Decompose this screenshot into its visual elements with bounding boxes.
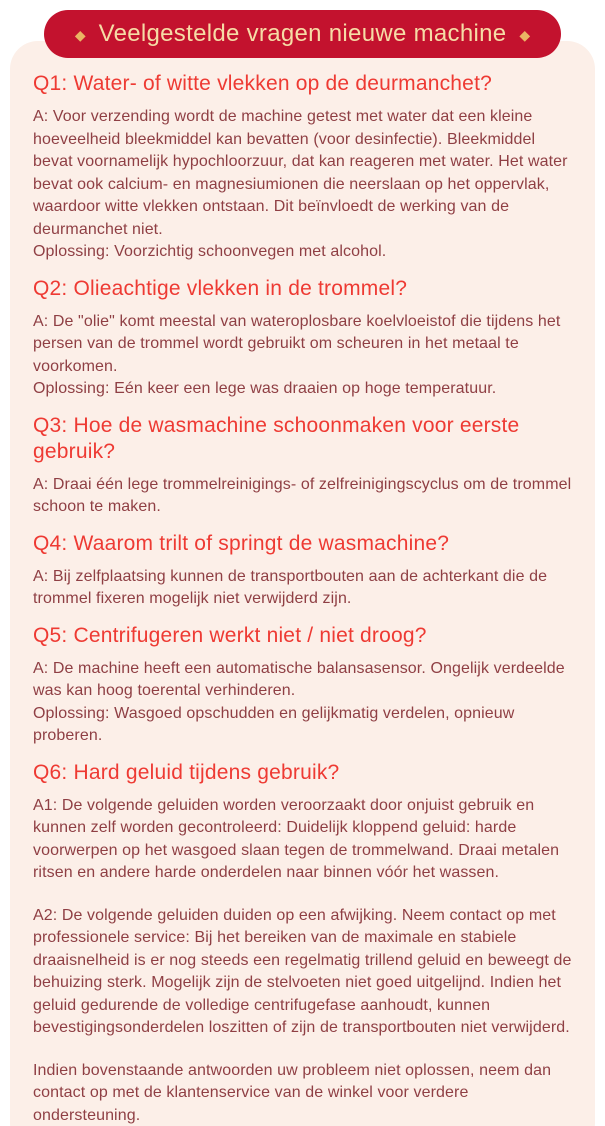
faq-list (33, 71, 572, 1040)
faq-answer-paragraph: A2: De volgende geluiden duiden op een afwijking. Neem contact op met professionele service: Bij het bereiken van de maximale en stabiele draaisnelheid is er nog steeds een regelmatig trillend geluid en beweegt de behuizing sterk. Mogelijk zijn de stelvoeten niet goed uitgelijnd. Indien het geluid gedurende de volledige centrifugefase aanhoudt, kunnen bevestigingsonderdelen loszitten of zijn de transportbouten niet verwijderd. (33, 906, 572, 1036)
faq-answer-paragraph: A: De machine heeft een automatische balansasensor. Ongelijk verdeelde was kan hoog toerental verhinderen. Oplossing: Wasgoed opschudden en gelijkmatig verdelen, opnieuw proberen. (33, 659, 565, 744)
faq-footer-note: Indien bovenstaande antwoorden uw probleem niet oplossen, neem dan contact op met de klantenservice van de winkel voor verdere ondersteuning. (33, 1061, 552, 1124)
faq-answer-paragraph: A1: De volgende geluiden worden veroorzaakt door onjuist gebruik en kunnen zelf worden gecontroleerd: Duidelijk kloppend geluid: harde voorwerpen op het wasgoed slaan tegen de trommelwand. Draai metalen ritsen en andere harde onderdelen naar binnen vóór het wassen. (33, 796, 560, 881)
faq-answer-paragraph: A: Bij zelfplaatsing kunnen de transportbouten aan de achterkant die de trommel fixeren mogelijk niet verwijderd zijn. (33, 567, 548, 607)
page-title: Veelgestelde vragen nieuwe machine (98, 20, 507, 47)
faq-answer-paragraph: A: Voor verzending wordt de machine getest met water dat een kleine hoeveelheid bleekmiddel kan bevatten (voor desinfectie). Bleekmiddel bevat voornamelijk hypochloorzuur, dat kan reageren met water. Het water bevat ook calcium- en magnesiumionen die neerslaan op het oppervlak, waardoor witte vlekken ontstaan. Dit beïnvloedt de werking van de deurmanchet niet. Oplossing: Voorzichtig schoonvegen met alcohol. (33, 108, 568, 260)
faq-question: Q3: Hoe de wasmachine schoonmaken voor eerste gebruik? (33, 413, 520, 463)
faq-item (33, 276, 572, 401)
faq-card (10, 41, 595, 1126)
faq-answer-paragraph: A: De "olie" komt meestal van wateroplosbare koelvloeistof die tijdens het persen van de trommel wordt gebruikt om scheuren in het metaal te voorkomen. Oplossing: Eén keer een lege was draaien op hoge temperatuur. (33, 312, 561, 397)
faq-question: Q2: Olieachtige vlekken in de trommel? (33, 276, 408, 300)
faq-item (33, 413, 572, 519)
faq-item (33, 623, 572, 748)
faq-question: Q6: Hard geluid tijdens gebruik? (33, 760, 340, 784)
faq-answer-paragraph: A: Draai één lege trommelreinigings- of zelfreinigingscyclus om de trommel schoon te maken. (33, 475, 572, 515)
diamond-icon-left: ◆ (74, 27, 86, 43)
faq-question: Q1: Water- of witte vlekken op de deurmanchet? (33, 72, 492, 95)
page-title-banner (44, 10, 561, 58)
faq-question: Q5: Centrifugeren werkt niet / niet droog? (33, 623, 427, 647)
diamond-icon-right: ◆ (519, 27, 531, 43)
faq-question: Q4: Waarom trilt of springt de wasmachine? (33, 531, 450, 555)
faq-item (33, 760, 572, 1040)
faq-item (33, 531, 572, 611)
faq-item (33, 71, 572, 264)
